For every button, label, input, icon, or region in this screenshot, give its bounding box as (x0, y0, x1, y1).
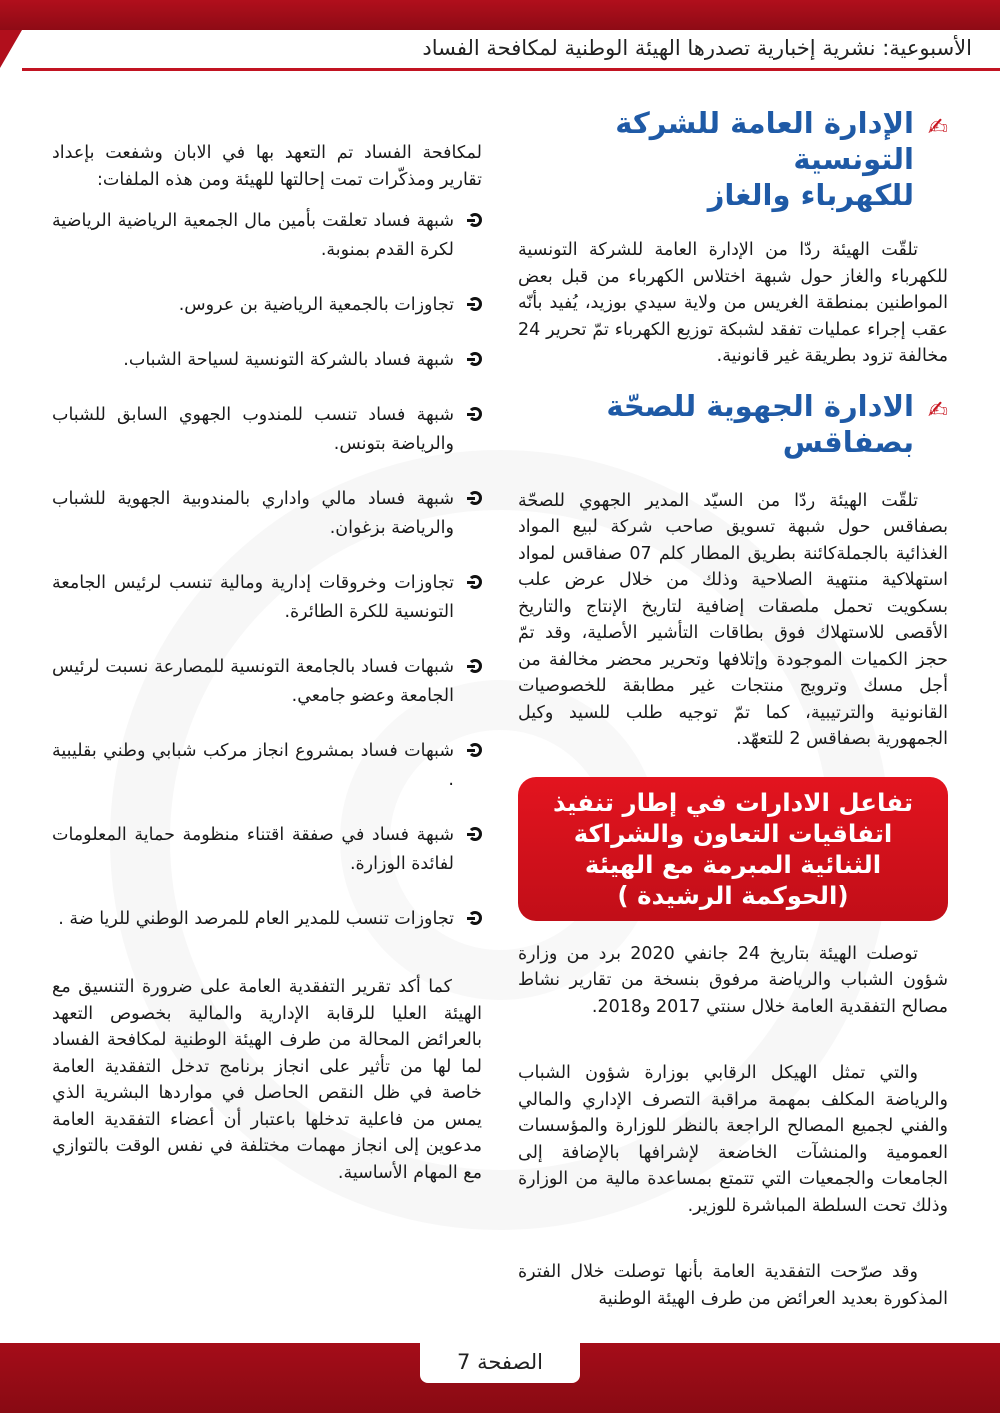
header-corner-shape (0, 30, 22, 68)
bullet-icon (468, 743, 482, 757)
closing-paragraph: كما أكد تقرير التفقدية العامة على ضرورة التنسيق مع الهيئة العليا للرقابة الإدارية والمالية بخصوص التعهد بالعرائض المحالة من طرف الهيئة الوطنية لمكافحة الفساد لما لها من تأثير على انجاز برنامج تدخل التفقدية العامة خاصة في ظل النقص الحاصل في مواردها البشرية الذي يمس من فاعلية تدخلها باعتبار أن أعضاء التفقدية العامة مدعوين إلى انجاز مهمات مختلفة في نفس الوقت بالتوازي مع المهام الأساسية. (52, 977, 482, 1183)
right-column (518, 105, 948, 1312)
top-decorative-band (0, 0, 1000, 30)
bullet-icon (468, 911, 482, 925)
footer-band (0, 1343, 1000, 1413)
list-item: شبهة فساد مالي واداري بالمندوبية الجهوية للشباب والرياضة بزغوان. (52, 485, 482, 543)
highlight-box: تفاعل الادارات في إطار تنفيذ اتفاقيات التعاون والشراكة الثنائية المبرمة مع الهيئة (الحوكمة الرشيدة ) (518, 777, 948, 921)
ministry-reply-paragraph: توصلت الهيئة بتاريخ 24 جانفي 2020 برد من وزارة شؤون الشباب والرياضة مرفوق بنسخة من تقارير نشاط مصالح التفقدية العامة خلال سنتي 2017 و2018. (518, 943, 948, 1017)
bullet-icon (468, 407, 482, 421)
page-number: الصفحة 7 (420, 1343, 580, 1383)
header-bar (0, 30, 1000, 68)
files-list (52, 207, 482, 934)
list-item: شبهة فساد بالشركة التونسية لسياحة الشباب. (52, 346, 482, 375)
bullet-icon (468, 491, 482, 505)
list-item: شبهات فساد بمشروع انجاز مركب شبابي وطني بقليبية . (52, 737, 482, 795)
files-intro-paragraph: لمكافحة الفساد تم التعهد بها في الابان وشفعت بإعداد تقارير ومذكّرات تمت إحالتها للهيئة ومن هذه الملفات: (52, 143, 482, 190)
bullet-icon (468, 659, 482, 673)
section-marker-icon: ✍ (927, 113, 948, 141)
sfax-health-paragraph: تلقّت الهيئة ردّا من السيّد المدير الجهوي للصحّة بصفاقس حول شبهة تسويق صاحب شركة لبيع المواد الغذائية بالجملةكائنة بطريق المطار كلم 07 صفاقس لمواد استهلاكية منتهية الصلاحية وذلك من خلال عرض علب بسكويت تحمل ملصقات إضافية لتاريخ الإنتاج والتاريخ الأقصى للاستهلاك فوق بطاقات التأشير الأصلية، وقد تمّ حجز الكميات الموجودة وإتلافها وتحرير محضر مخالفة من أجل مسك وترويج منتجات غير مطابقة للخصوصيات القانونية والترتيبية، كما تمّ توجيه طلب للسيد وكيل الجمهورية بصفاقس 2 للتعهّد. (518, 490, 949, 749)
bullet-icon (468, 352, 482, 366)
bullet-icon (468, 827, 482, 841)
complaints-paragraph: وقد صرّحت التفقدية العامة بأنها توصلت خلال الفترة المذكورة بعديد العرائض من طرف الهيئة الوطنية (518, 1262, 948, 1309)
list-item: تجاوزات تنسب للمدير العام للمرصد الوطني للريا ضة . (52, 905, 482, 934)
left-column (52, 140, 482, 1186)
section-marker-icon: ✍ (927, 395, 948, 424)
list-item: شبهة فساد تنسب للمندوب الجهوي السابق للشباب والرياضة بتونس. (52, 401, 482, 459)
newsletter-title: الأسبوعية: نشرية إخبارية تصدرها الهيئة الوطنية لمكافحة الفساد (422, 36, 972, 60)
list-item: شبهة فساد في صفقة اقتناء منظومة حماية المعلومات لفائدة الوزارة. (52, 821, 482, 879)
list-item: شبهات فساد بالجامعة التونسية للمصارعة نسبت لرئيس الجامعة وعضو جامعي. (52, 653, 482, 711)
inspection-body-paragraph: والتي تمثل الهيكل الرقابي بوزارة شؤون الشباب والرياضة المكلف بمهمة مراقبة التصرف الإداري والمالي والفني لجميع المصالح الراجعة بالنظر للوزارة والمؤسسات العمومية والمنشآت الخاضعة لإشرافها بالإضافة إلى الجامعات والجمعيات التي تتمتع بمساعدة مالية من الوزارة وذلك تحت السلطة المباشرة للوزير. (518, 1063, 948, 1216)
header-divider (22, 68, 1000, 71)
list-item: تجاوزات وخروقات إدارية ومالية تنسب لرئيس الجامعة التونسية للكرة الطائرة. (52, 569, 482, 627)
bullet-icon (468, 575, 482, 589)
list-item: شبهة فساد تعلقت بأمين مال الجمعية الرياضية الرياضية لكرة القدم بمنوبة. (52, 207, 482, 265)
steg-paragraph: تلقّت الهيئة ردّا من الإدارة العامة للشركة التونسية للكهرباء والغاز حول شبهة اختلاس الكهرباء من قبل بعض المواطنين بمنطقة الغريس من ولاية سيدي بوزيد، يُفيد بأنّه عقب إجراء عمليات تفقد لشبكة توزيع الكهرباء تمّ تحرير 24 مخالفة تزود بطريقة غير قانونية. (518, 240, 948, 366)
bullet-icon (468, 297, 482, 311)
bullet-icon (468, 213, 482, 227)
section-title-steg: ✍ الإدارة العامة للشركة التونسية للكهرباء والغاز (615, 106, 948, 212)
list-item: تجاوزات بالجمعية الرياضية بن عروس. (52, 291, 482, 320)
section-title-sfax-health: ✍ الادارة الجهوية للصحّة بصفاقس (606, 388, 948, 459)
